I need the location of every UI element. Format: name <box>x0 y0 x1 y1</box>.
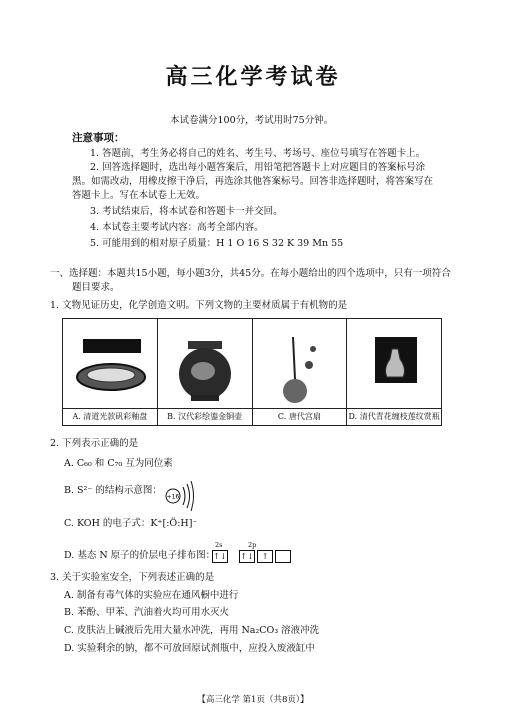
bronze-pot-image <box>158 319 253 409</box>
notice-line: 黑。如需改动，用橡皮擦干净后，再选涂其他答案标号。回答非选择题时，将答案写在 <box>72 176 434 187</box>
section-heading: 一、选择题：本题共15小题，每小题3分，共45分。在每小题给出的四个选项中，只有一项符合 <box>50 268 451 279</box>
question-1-stem: 1. 文物见证历史，化学创造文明。下列文物的主要材质属于有机物的是 <box>50 300 348 311</box>
orbital-box-2p: ↑ <box>257 550 273 563</box>
artifact-image-row <box>62 318 442 426</box>
sulfide-ion-structure-diagram <box>165 478 195 514</box>
glazed-plate-image <box>63 319 158 409</box>
orbital-box-diagram <box>213 550 291 563</box>
orbital-box-2p <box>275 550 291 563</box>
notice-line: 5. 可能用到的相对原子质量：H 1 O 16 S 32 K 39 Mn 55 <box>90 238 344 249</box>
notice-line: 4. 本试卷主要考试内容：高考全部内容。 <box>90 222 264 233</box>
question-2-option-c: C. KOH 的电子式：K⁺[:Ö:H]⁻ <box>64 518 198 529</box>
question-3-option-c: C. 皮肤沾上碱液后先用大量水冲洗，再用 Na₂CO₃ 溶液冲洗 <box>64 625 320 636</box>
orbital-label-2s: 2s <box>215 541 223 549</box>
question-2-option-a: A. C₆₀ 和 C₇₀ 互为同位素 <box>64 458 173 469</box>
question-2-stem: 2. 下列表示正确的是 <box>50 438 139 449</box>
option-b-caption: B. 汉代彩绘鎏金铜壶 <box>158 408 252 425</box>
notice-line: 答题卡上。写在本试卷上无效。 <box>72 190 206 201</box>
question-2-option-d: D. 基态 N 原子的价层电子排布图： <box>64 550 216 561</box>
option-d-cell <box>347 319 441 425</box>
notice-heading: 注意事项： <box>72 132 125 144</box>
page-footer: 【高三化学 第1页（共8页）】 <box>197 695 309 705</box>
option-d-caption: D. 清代青花缠枝莲纹赏瓶 <box>347 408 441 425</box>
notice-line: 2. 回答选择题时，选出每小题答案后，用铅笔把答题卡上对应题目的答案标号涂 <box>90 162 426 173</box>
orbital-label-2p: 2p <box>248 541 257 549</box>
question-2-option-b: B. S²⁻ 的结构示意图： <box>64 485 162 496</box>
notice-line: 3. 考试结束后，将本试卷和答题卡一并交回。 <box>90 206 283 217</box>
exam-intro: 本试卷满分100分，考试用时75分钟。 <box>170 115 334 126</box>
exam-title: 高三化学考试卷 <box>165 64 341 90</box>
option-c-cell <box>253 319 348 425</box>
orbital-box-2p: ↑↓ <box>240 552 254 561</box>
porcelain-vase-image <box>347 319 442 409</box>
orbital-box-2s: ↑↓ <box>213 552 227 561</box>
question-3-stem: 3. 关于实验室安全，下列表述正确的是 <box>50 572 215 583</box>
option-a-caption: A. 清道光款矾彩釉盘 <box>63 408 157 425</box>
option-b-cell <box>158 319 253 425</box>
question-3-option-d: D. 实验剩余的钠，都不可放回原试剂瓶中，应投入废液缸中 <box>64 643 315 654</box>
section-heading-cont: 题目要求。 <box>72 282 120 293</box>
palace-fan-image <box>253 319 348 409</box>
option-a-cell <box>63 319 158 425</box>
question-3-option-b: B. 苯酚、甲苯、汽油着火均可用水灭火 <box>64 607 230 618</box>
option-c-caption: C. 唐代宫扇 <box>253 408 347 425</box>
notice-line: 1. 答题前，考生务必将自己的姓名、考生号、考场号、座位号填写在答题卡上。 <box>90 148 426 159</box>
question-3-option-a: A. 制备有毒气体的实验应在通风橱中进行 <box>64 590 239 601</box>
nucleus-charge: +16 <box>166 493 180 501</box>
